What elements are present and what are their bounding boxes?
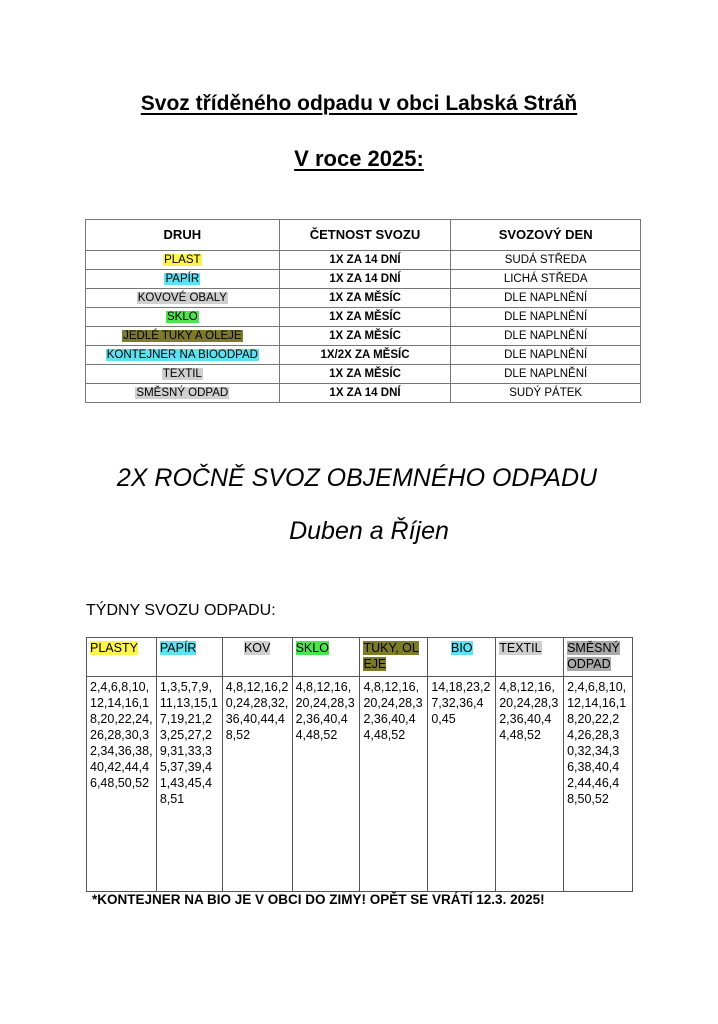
schedule-row: [86, 251, 641, 270]
schedule-row: [86, 384, 641, 403]
frequency-cell: 1X ZA MĚSÍC: [279, 289, 451, 308]
schedule-header-row: [86, 220, 641, 251]
frequency-cell: 1X ZA 14 DNÍ: [279, 384, 451, 403]
waste-type-label: KONTEJNER NA BIOODPAD: [106, 348, 258, 361]
page-title: Svoz tříděného odpadu v obci Labská Stráň: [140, 92, 578, 115]
waste-type-label: SKLO: [166, 310, 198, 323]
weeks-header-label: PLASTY: [90, 641, 138, 655]
weeks-header-label: TUKY, OLEJE: [363, 641, 419, 671]
waste-type-label: JEDLÉ TUKY A OLEJE: [123, 329, 242, 342]
waste-type-label: KOVOVÉ OBALY: [137, 291, 227, 304]
weeks-header-cell: [87, 638, 157, 677]
weeks-header-cell: [496, 638, 564, 677]
schedule-row: [86, 308, 641, 327]
schedule-row: [86, 346, 641, 365]
weeks-values-bio: 14,18,23,27,32,36,40,45: [428, 677, 496, 892]
schedule-row: [86, 327, 641, 346]
day-cell: DLE NAPLNĚNÍ: [451, 327, 641, 346]
day-cell: DLE NAPLNĚNÍ: [451, 308, 641, 327]
weeks-header-label: PAPÍR: [159, 641, 197, 655]
weeks-values-smesny: 2,4,6,8,10,12,14,16,18,20,22,24,26,28,30,32,34,36,38,40,42,44,46,48,50,52: [564, 677, 633, 892]
weeks-values-sklo: 4,8,12,16,20,24,28,32,36,40,44,48,52: [292, 677, 360, 892]
weeks-header-cell: [156, 638, 222, 677]
waste-type-cell: [86, 289, 280, 308]
weeks-values-kov: 4,8,12,16,20,24,28,32,36,40,44,48,52: [222, 677, 292, 892]
waste-type-label: SMĚSNÝ ODPAD: [136, 386, 229, 399]
header-frequency: ČETNOST SVOZU: [279, 220, 451, 251]
waste-type-cell: [86, 384, 280, 403]
schedule-row: [86, 270, 641, 289]
day-cell: DLE NAPLNĚNÍ: [451, 289, 641, 308]
weeks-header-label: TEXTIL: [499, 641, 542, 655]
weeks-table: [86, 637, 633, 892]
weeks-header-cell: [222, 638, 292, 677]
weeks-header-cell: [564, 638, 633, 677]
waste-type-cell: [86, 270, 280, 289]
waste-type-cell: [86, 327, 280, 346]
waste-type-label: PLAST: [164, 253, 201, 266]
frequency-cell: 1X ZA MĚSÍC: [279, 308, 451, 327]
waste-type-cell: [86, 346, 280, 365]
day-cell: SUDÝ PÁTEK: [451, 384, 641, 403]
weeks-label: TÝDNY SVOZU ODPADU:: [86, 602, 276, 619]
header-day: SVOZOVÝ DEN: [451, 220, 641, 251]
schedule-row: [86, 289, 641, 308]
weeks-header-label: SKLO: [295, 641, 329, 655]
bio-container-note: *KONTEJNER NA BIO JE V OBCI DO ZIMY! OPĚT SE VRÁTÍ 12.3. 2025!: [92, 892, 545, 907]
schedule-table: [85, 219, 641, 403]
weeks-header-label: KOV: [243, 641, 271, 655]
weeks-header-label: BIO: [451, 641, 473, 655]
waste-type-label: PAPÍR: [165, 272, 200, 285]
frequency-cell: 1X/2X ZA MĚSÍC: [279, 346, 451, 365]
page-subtitle-year: V roce 2025:: [294, 146, 424, 171]
weeks-header-cell: [360, 638, 428, 677]
waste-type-cell: [86, 365, 280, 384]
weeks-header-label: SMĚSNÝ ODPAD: [567, 641, 620, 671]
weeks-values-textil: 4,8,12,16,20,24,28,32,36,40,44,48,52: [496, 677, 564, 892]
weeks-values-plasty: 2,4,6,8,10,12,14,16,18,20,22,24,26,28,30,32,34,36,38,40,42,44,46,48,50,52: [87, 677, 157, 892]
day-cell: SUDÁ STŘEDA: [451, 251, 641, 270]
weeks-values-tuky: 4,8,12,16,20,24,28,32,36,40,44,48,52: [360, 677, 428, 892]
day-cell: DLE NAPLNĚNÍ: [451, 365, 641, 384]
day-cell: LICHÁ STŘEDA: [451, 270, 641, 289]
frequency-cell: 1X ZA MĚSÍC: [279, 365, 451, 384]
waste-type-cell: [86, 308, 280, 327]
frequency-cell: 1X ZA 14 DNÍ: [279, 270, 451, 289]
day-cell: DLE NAPLNĚNÍ: [451, 346, 641, 365]
weeks-values-papir: 1,3,5,7,9,11,13,15,17,19,21,23,25,27,29,31,33,35,37,39,41,43,45,48,51: [156, 677, 222, 892]
schedule-row: [86, 365, 641, 384]
waste-type-cell: [86, 251, 280, 270]
frequency-cell: 1X ZA MĚSÍC: [279, 327, 451, 346]
weeks-values-row: [87, 677, 633, 892]
header-type: DRUH: [86, 220, 280, 251]
bulky-waste-heading: 2X ROČNĚ SVOZ OBJEMNÉHO ODPADU: [116, 464, 598, 492]
frequency-cell: 1X ZA 14 DNÍ: [279, 251, 451, 270]
weeks-header-row: [87, 638, 633, 677]
bulky-waste-months: Duben a Říjen: [289, 517, 449, 545]
weeks-header-cell: [292, 638, 360, 677]
weeks-header-cell: [428, 638, 496, 677]
waste-type-label: TEXTIL: [162, 367, 202, 380]
